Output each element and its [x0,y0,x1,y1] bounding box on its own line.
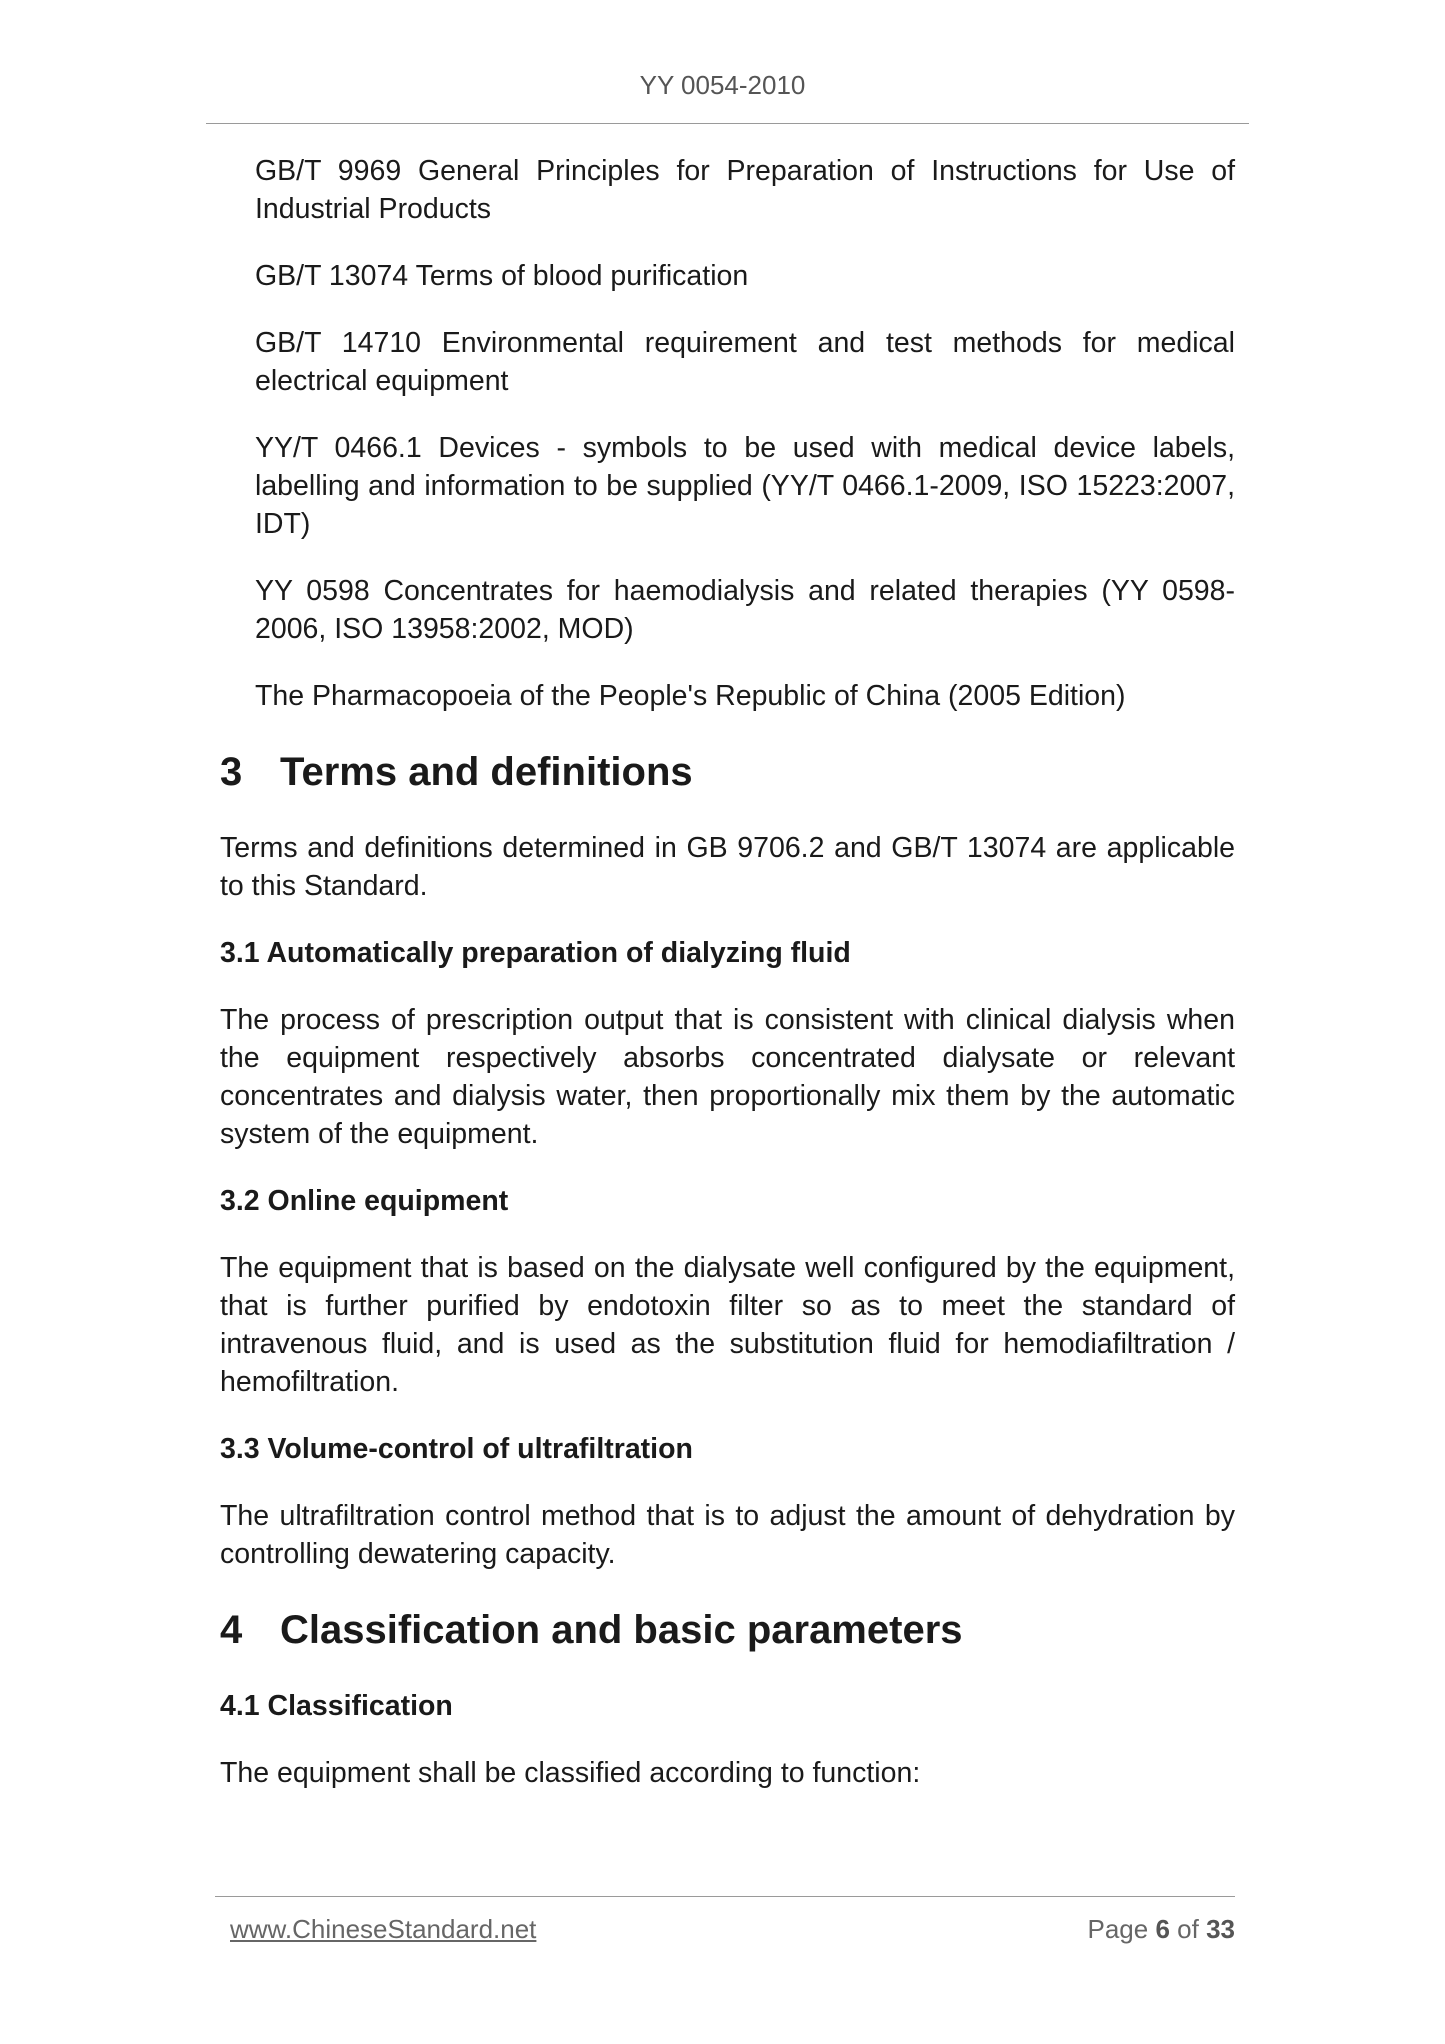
section-3-intro: Terms and definitions determined in GB 9706.2 and GB/T 13074 are applicable to this Standard. [220,832,1235,902]
reference-item: YY 0598 Concentrates for haemodialysis and related therapies (YY 0598-2006, ISO 13958:2002, MOD) [255,575,1235,645]
subsection-3-3-heading: 3.3 Volume-control of ultrafiltration [220,1433,693,1465]
page-of: of [1177,1914,1199,1944]
page-prefix: Page [1087,1914,1149,1944]
subsection-3-3-text: The ultrafiltration control method that is to adjust the amount of dehydration by controlling dewatering capacity. [220,1500,1235,1570]
page-content [220,152,1235,1821]
subsection-3-2-text: The equipment that is based on the dialysate well configured by the equipment, that is further purified by endotoxin filter so as to meet the standard of intravenous fluid, and is used as the substitution fluid for hemodiafiltration / hemofiltration. [220,1252,1235,1398]
section-4-number: 4 [220,1608,243,1652]
section-4-title: Classification and basic parameters [280,1608,963,1652]
reference-item: GB/T 13074 Terms of blood purification [255,260,749,292]
page-number [1087,1914,1235,1945]
document-header: YY 0054-2010 [639,70,806,100]
reference-item: The Pharmacopoeia of the People's Republic of China (2005 Edition) [255,680,1126,712]
page-total: 33 [1206,1914,1235,1944]
subsection-3-2-heading: 3.2 Online equipment [220,1185,509,1217]
section-3-title: Terms and definitions [280,750,693,794]
subsection-3-1-text: The process of prescription output that is consistent with clinical dialysis when the equipment respectively absorbs concentrated dialysate or relevant concentrates and dialysis water, then proportionally mix them by the automatic system of the equipment. [220,1004,1235,1150]
page-footer [230,1914,1235,1945]
section-3-heading [220,747,1235,797]
header-divider [206,123,1249,124]
footer-divider [215,1896,1235,1897]
website-link[interactable]: www.ChineseStandard.net [230,1914,537,1944]
reference-item: GB/T 9969 General Principles for Preparation of Instructions for Use of Industrial Products [255,155,1235,225]
reference-item: YY/T 0466.1 Devices - symbols to be used with medical device labels, labelling and information to be supplied (YY/T 0466.1-2009, ISO 15223:2007, IDT) [255,432,1235,540]
subsection-4-1-heading: 4.1 Classification [220,1690,453,1722]
subsection-4-1-text: The equipment shall be classified according to function: [220,1757,921,1789]
subsection-3-1-heading: 3.1 Automatically preparation of dialyzing fluid [220,937,851,969]
section-3-number: 3 [220,750,243,794]
page-current: 6 [1155,1914,1170,1944]
section-4-heading [220,1605,1235,1655]
normative-references-list [220,152,1235,715]
reference-item: GB/T 14710 Environmental requirement and test methods for medical electrical equipment [255,327,1235,397]
